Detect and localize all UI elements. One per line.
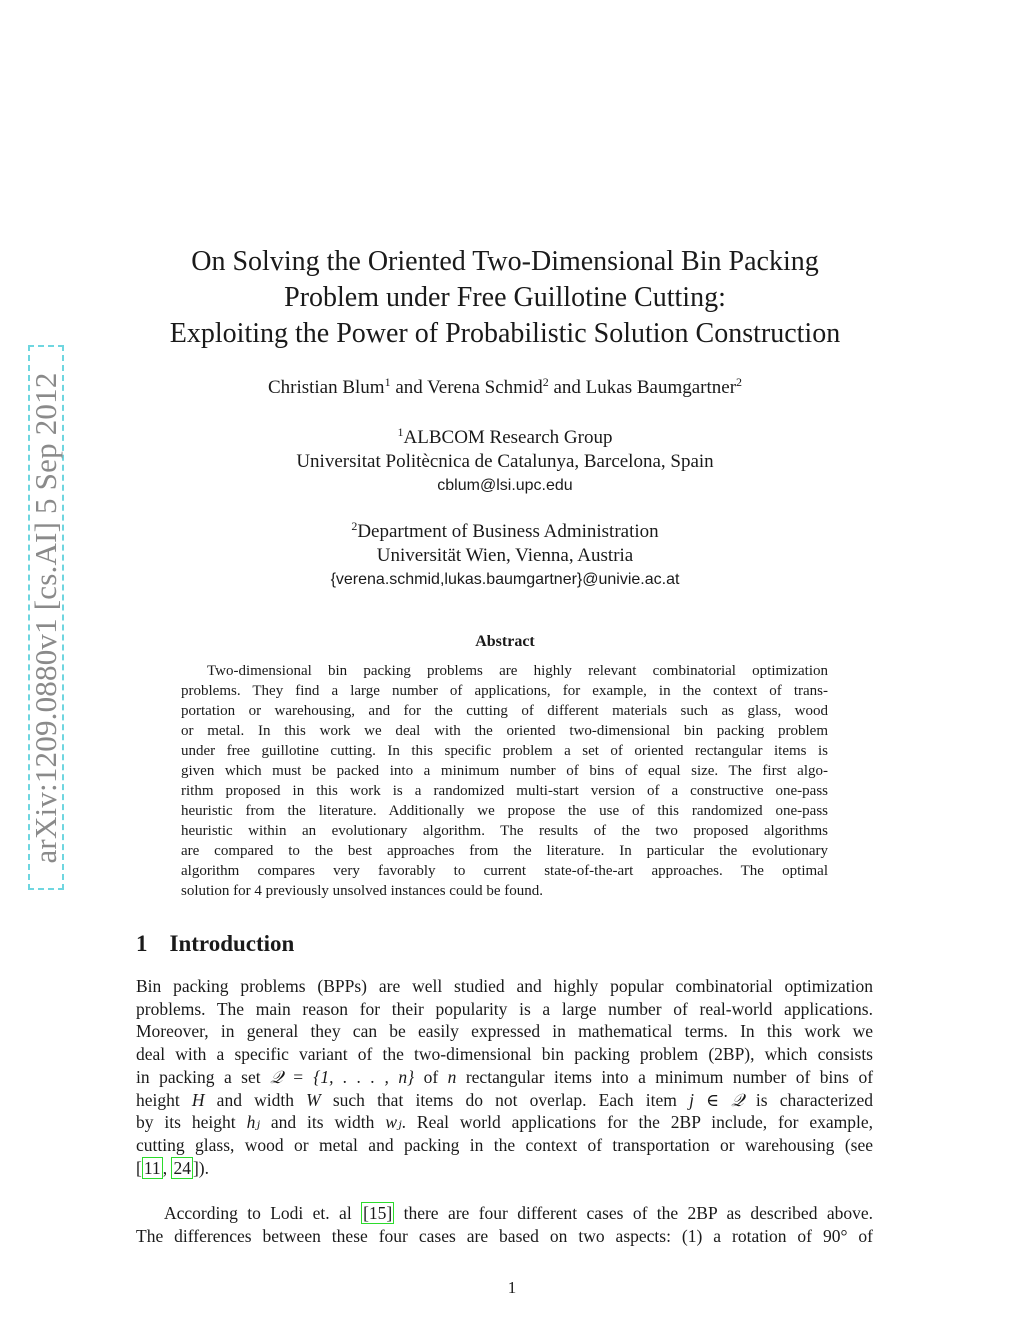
citation-link[interactable]: [15] [363,1203,393,1224]
citation-link[interactable]: 24 [173,1157,191,1178]
arxiv-identifier: arXiv:1209.0880v1 [cs.AI] 5 Sep 2012 [28,371,63,864]
text-run: ]). [192,1157,209,1178]
abstract-line: algorithm compares very favorably to current state-of-the-art approaches. The optimal [181,863,828,879]
abstract-line: rithm proposed in this work is a randomized multi-start version of a constructive one-pass [181,783,828,799]
author-name: Christian Blum [267,377,385,398]
abstract-body [181,661,828,901]
text-run: [ [136,1157,142,1178]
text-run: is characterized [743,1089,873,1110]
author-name: and Verena Schmid [390,377,543,398]
intro-line [136,1089,873,1112]
abstract-line: heuristic from the literature. Additionally we propose the use of this randomized one-pass [181,803,828,819]
text-run: such that items do not overlap. Each item [320,1089,690,1110]
author-sup: 2 [736,375,743,389]
abstract-line: Two-dimensional bin packing problems are highly relevant combinatorial optimization [207,663,828,679]
abstract-line: given which must be packed into a minimum number of bins of equal size. The first algo- [181,763,828,779]
intro-line [136,1202,873,1225]
page-number: 1 [507,1278,517,1297]
text-run: , [162,1157,172,1178]
title-line: Exploiting the Power of Probabilistic Solution Construction [169,318,841,349]
math-var: n [447,1066,457,1087]
affiliation-university: Universitat Politècnica de Catalunya, Barcelona, Spain [296,451,714,472]
author-list [130,377,880,399]
intro-line: problems. The main reason for their popularity is a large number of real-world applications. [136,998,873,1019]
abstract-line: or metal. In this work we deal with the oriented two-dimensional bin packing problem [181,723,828,739]
affiliation-2 [130,520,880,592]
abstract-line: solution for 4 previously unsolved instances could be found. [181,883,544,899]
math-var: j ∈ 𝒬 [689,1089,744,1110]
affiliation-university: Universität Wien, Vienna, Austria [376,545,634,566]
author-name: and Lukas Baumgartner [548,377,737,398]
math-var: hⱼ [246,1112,260,1133]
author-email[interactable]: {verena.schmid,lukas.baumgartner}@univie.ac.at [330,571,680,588]
text-run: . Real world applications for the 2BP include, for example, [401,1112,873,1133]
author-sup: 2 [542,375,549,389]
title-line: Problem under Free Guillotine Cutting: [284,282,726,313]
section-heading [136,931,294,957]
intro-line: Bin packing problems (BPPs) are well studied and highly popular combinatorial optimization [136,976,873,996]
abstract-line: under free guillotine cutting. In this specific problem a set of oriented rectangular items is [181,743,828,759]
math-var: W [306,1089,321,1110]
abstract-line: heuristic within an evolutionary algorithm. The results of the two proposed algorithms [181,823,828,839]
math-set: 𝒬 = {1, . . . , n} [270,1066,415,1087]
intro-line: Moreover, in general they can be easily expressed in mathematical terms. In this work we [136,1021,873,1042]
affiliation-dept: Department of Business Administration [357,521,659,542]
text-run: and its width [259,1112,386,1133]
abstract-line: problems. They find a large number of applications, for example, in the context of trans- [181,683,828,699]
section-title: Introduction [169,931,295,956]
affiliation-1 [130,426,880,498]
intro-line: deal with a specific variant of the two-dimensional bin packing problem (2BP), which consists [136,1044,873,1065]
intro-line [136,1066,873,1089]
citation-link[interactable]: 11 [143,1157,161,1178]
text-run: rectangular items into a minimum number of bins of [456,1066,874,1087]
affiliation-sup: 2 [351,519,358,533]
text-run: and width [204,1089,307,1110]
text-run: of [414,1066,448,1087]
text-run: According to Lodi et. al [164,1203,362,1224]
affiliation-group: ALBCOM Research Group [403,427,613,448]
introduction-body [136,975,873,1248]
text-run: by its height [136,1112,247,1133]
author-email[interactable]: cblum@lsi.upc.edu [437,477,573,494]
math-var: wⱼ [385,1112,402,1133]
text-run: there are four different cases of the 2BP as described above. [394,1203,873,1224]
author-sup: 1 [384,375,391,389]
math-var: H [191,1089,205,1110]
title-line: On Solving the Oriented Two-Dimensional Bin Packing [191,246,819,277]
paper-title [130,244,880,352]
intro-line [136,1157,873,1180]
intro-line: The differences between these four cases are based on two aspects: (1) a rotation of 90° of [136,1226,873,1247]
section-number: 1 [136,931,148,956]
intro-line [136,1111,873,1134]
affiliation-sup: 1 [397,425,404,439]
abstract-line: portation or warehousing, and for the cutting of different materials such as glass, wood [181,703,828,719]
arxiv-stamp [28,345,64,890]
abstract-line: are compared to the best approaches from the literature. In particular the evolutionary [181,843,828,859]
text-run: height [136,1089,192,1110]
abstract-heading: Abstract [475,633,535,650]
intro-line: cutting glass, wood or metal and packing in the context of transportation or warehousing (see [136,1134,873,1155]
text-run: in packing a set [136,1066,271,1087]
